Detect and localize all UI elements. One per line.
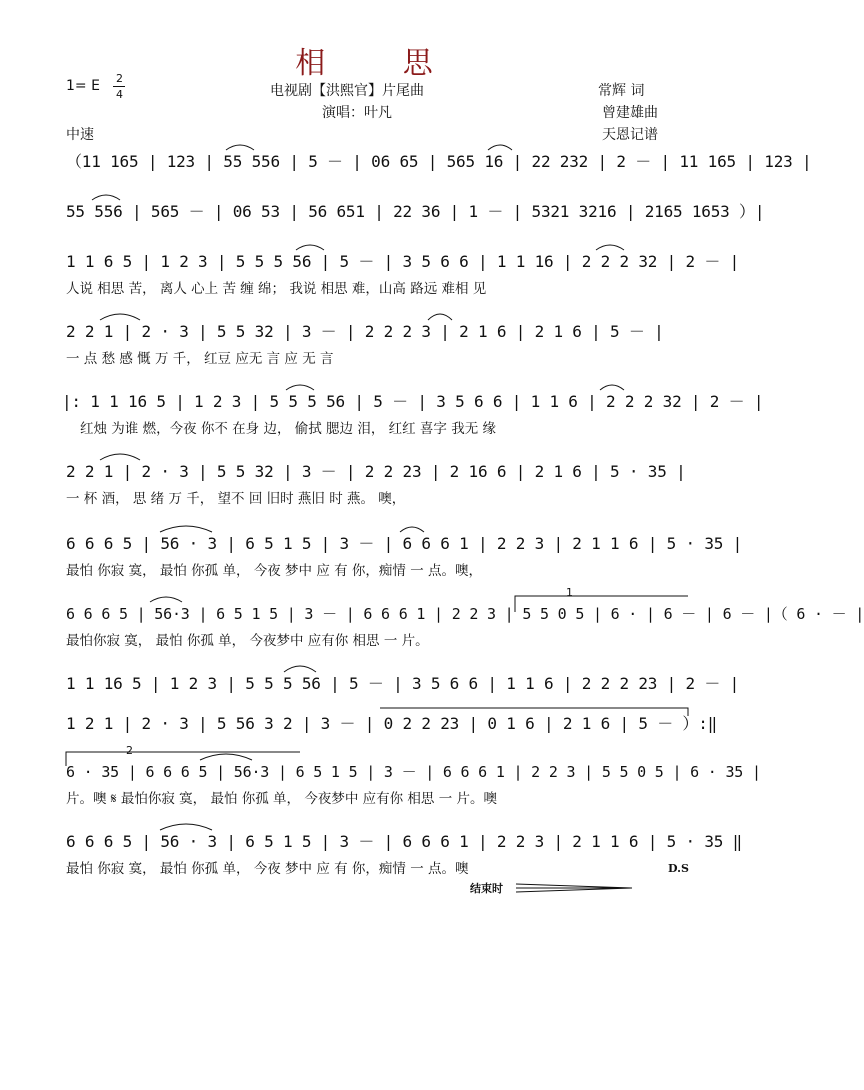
slur	[400, 527, 424, 532]
transcriber-credit: 天恩记谱	[602, 127, 658, 143]
score-row-8-lyrics: 最怕你寂 寞， 最怕 你孤 单， 今夜梦中 应有你 相思 一 片。	[66, 633, 429, 649]
score-row-12-lyrics: 最怕 你寂 寞， 最怕 你孤 单， 今夜 梦中 应 有 你，痴情 一 点。噢	[66, 861, 469, 877]
slur	[200, 754, 252, 760]
song-source: 电视剧【洪熙官】片尾曲	[270, 83, 424, 99]
slur	[286, 385, 314, 390]
composer-credit: 曾建雄曲	[602, 105, 658, 121]
volta-2-bracket	[66, 752, 300, 766]
slur	[284, 666, 316, 672]
score-row-7-notes: 6 6 6 5 | 56 · 3 | 6 5 1 5 | 3 － | 6 6 6 1 | 2 2 3 | 2 1 1 6 | 5 · 35 |	[66, 534, 743, 553]
score-row-10-notes: 1 2 1 | 2 · 3 | 5 56 3 2 | 3 － | 0 2 2 23 | 0 1 6 | 2 1 6 | 5 － ）:‖	[66, 714, 718, 733]
slur	[596, 245, 624, 250]
slur	[100, 454, 140, 460]
score-row-3-notes: 1 1 6 5 | 1 2 3 | 5 5 5 56 | 5 － | 3 5 6 6 | 1 1 16 | 2 2 2 32 | 2 － |	[66, 252, 740, 271]
score-row-5-notes: |: 1 1 16 5 | 1 2 3 | 5 5 5 56 | 5 － | 3 5 6 6 | 1 1 6 | 2 2 2 32 | 2 － |	[62, 392, 764, 411]
score-row-12-notes: 6 6 6 5 | 56 · 3 | 6 5 1 5 | 3 － | 6 6 6 1 | 2 2 3 | 2 1 1 6 | 5 · 35 ‖	[66, 832, 743, 851]
slur	[92, 195, 120, 200]
score-row-11-notes: 6 · 35 | 6 6 6 5 | 56·3 | 6 5 1 5 | 3 － | 6 6 6 1 | 2 2 3 | 5 5 0 5 | 6 · 35 |	[66, 763, 761, 781]
singer-credit: 演唱：叶凡	[322, 105, 392, 121]
score-row-6-notes: 2 2 1 | 2 · 3 | 5 5 32 | 3 － | 2 2 23 | 2 16 6 | 2 1 6 | 5 · 35 |	[66, 462, 686, 481]
score-row-5-lyrics: 红烛 为谁 燃，今夜 你不 在身 边， 偷拭 腮边 泪， 红红 喜字 我无 缘	[80, 421, 496, 437]
score-row-1-notes: （11 165 | 123 | 55 556 | 5 － | 06 65 | 565 16 | 22 232 | 2 － | 11 165 | 123 |	[66, 152, 812, 171]
score-row-7-lyrics: 最怕 你寂 寞， 最怕 你孤 单， 今夜 梦中 应 有 你，痴情 一 点。噢，	[66, 563, 482, 579]
score-row-4-lyrics: 一 点 愁 感 慨 万 千， 红豆 应无 言 应 无 言	[66, 351, 334, 367]
volta-1-label: 1	[566, 586, 573, 599]
score-row-11-lyrics: 片。噢 𝄋 最怕你寂 寞， 最怕 你孤 单， 今夜梦中 应有你 相思 一 片。噢	[66, 791, 498, 807]
time-signature-top: 2	[116, 72, 123, 85]
slur	[226, 145, 254, 150]
lyricist-credit: 常辉 词	[598, 83, 645, 99]
ds-marking: D.S	[668, 862, 689, 875]
score-row-4-notes: 2 2 1 | 2 · 3 | 5 5 32 | 3 － | 2 2 2 3 | 2 1 6 | 2 1 6 | 5 － |	[66, 322, 664, 341]
score-row-9-notes: 1 1 16 5 | 1 2 3 | 5 5 5 56 | 5 － | 3 5 6 6 | 1 1 6 | 2 2 2 23 | 2 － |	[66, 674, 740, 693]
repeat-bracket	[380, 708, 688, 716]
slur	[428, 314, 452, 320]
volta-2-label: 2	[126, 744, 133, 757]
time-signature-bottom: 4	[116, 88, 123, 101]
slur	[488, 145, 512, 150]
song-title: 相 思	[295, 46, 467, 81]
key-signature: 1= E	[66, 78, 100, 94]
score-row-2-notes: 55 556 | 565 － | 06 53 | 56 651 | 22 36 | 1 － | 5321 3216 | 2165 1653 ）|	[66, 202, 765, 221]
slur	[160, 526, 212, 532]
ending-label: 结束时	[470, 882, 503, 895]
slur	[100, 314, 140, 320]
tempo-marking: 中速	[66, 127, 94, 143]
score-row-3-lyrics: 人说 相思 苦， 离人 心上 苦 缠 绵； 我说 相思 难，山高 路远 难相 见	[66, 281, 487, 297]
slur	[600, 385, 624, 390]
slur	[150, 597, 182, 602]
slur	[296, 245, 324, 250]
score-row-8-notes: 6 6 6 5 | 56·3 | 6 5 1 5 | 3 － | 6 6 6 1 | 2 2 3 | 5 5 0 5 | 6 · | 6 － | 6 － |（ 6 · － |	[66, 605, 864, 623]
slur	[160, 824, 212, 830]
score-row-6-lyrics: 一 杯 酒， 思 绪 万 千， 望不 回 旧时 燕旧 时 燕。 噢，	[66, 491, 406, 507]
volta-1-bracket	[515, 596, 688, 612]
